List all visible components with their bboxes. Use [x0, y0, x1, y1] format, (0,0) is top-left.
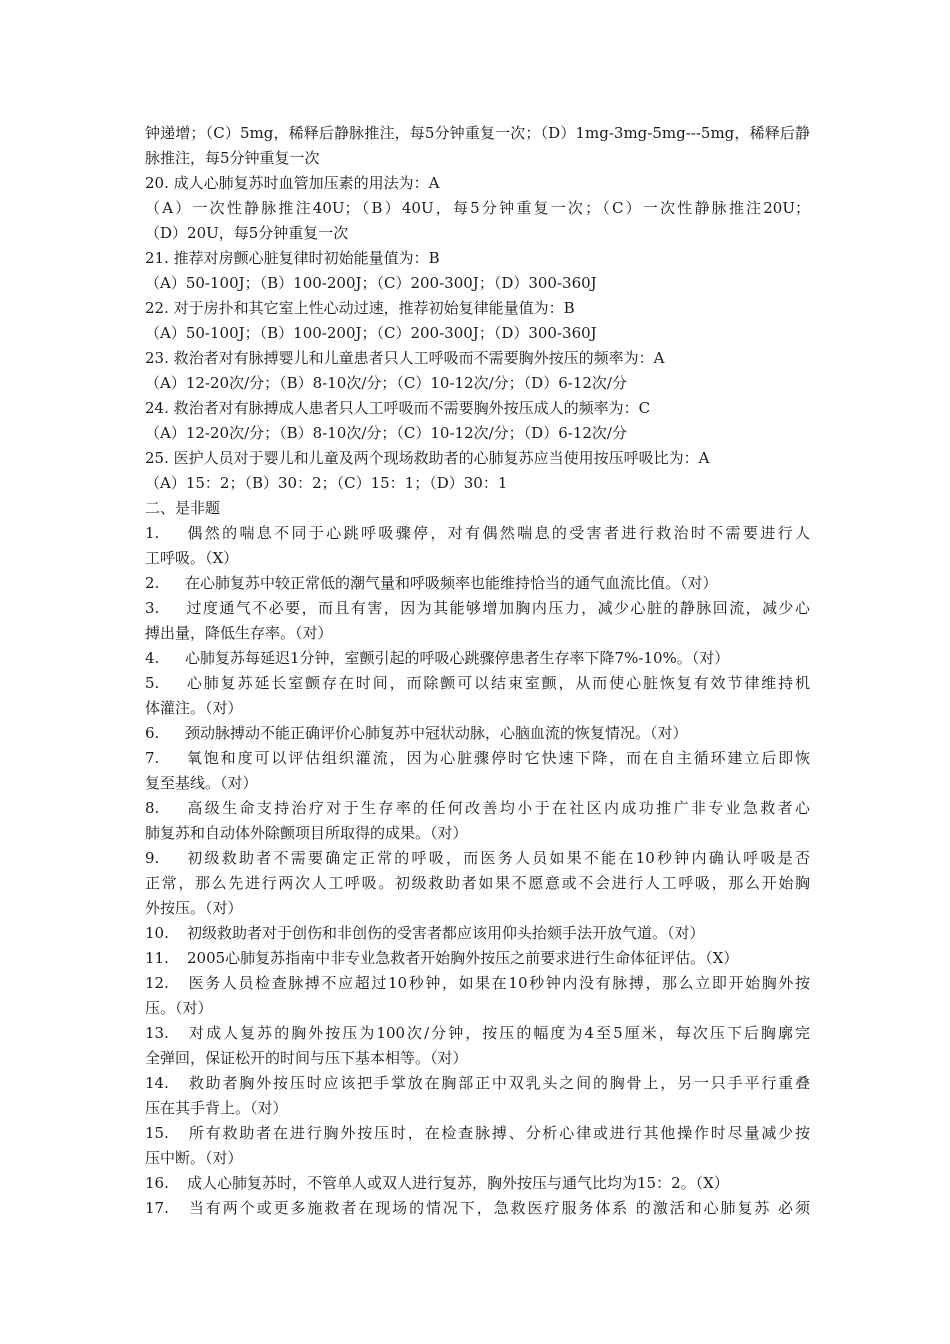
- text-line: [145, 496, 810, 521]
- text-line: [145, 321, 810, 346]
- line-text: 肺复苏和自动体外除颤项目所取得的成果。（对）: [145, 824, 468, 842]
- line-text: 初级救助者对于创伤和非创伤的受害者都应该用仰头抬颏手法开放气道。（对）: [187, 924, 705, 942]
- item-number: 1.: [145, 524, 160, 542]
- item-number: 15.: [145, 1124, 169, 1142]
- text-line: [145, 546, 810, 571]
- text-line: [145, 246, 810, 271]
- line-text: 氧饱和度可以评估组织灌流，因为心脏骤停时它快速下降，而在自主循环建立后即恢: [185, 749, 810, 767]
- line-text: 正常，那么先进行两次人工呼吸。初级救助者如果不愿意或不会进行人工呼吸，那么开始胸: [145, 874, 810, 892]
- text-line: [145, 821, 810, 846]
- text-line: [145, 296, 810, 321]
- text-line: [145, 421, 810, 446]
- text-line: [145, 696, 810, 721]
- line-text: 救助者胸外按压时应该把手掌放在胸部正中双乳头之间的胸骨上，另一只手平行重叠: [187, 1074, 810, 1092]
- text-line: [145, 796, 810, 821]
- text-line: [145, 221, 810, 246]
- line-text: 在心肺复苏中较正常低的潮气量和呼吸频率也能维持恰当的通气血流比值。（对）: [185, 574, 718, 592]
- text-line: [145, 1021, 810, 1046]
- item-number: 2.: [145, 574, 160, 592]
- line-text: 所有救助者在进行胸外按压时，在检查脉搏、分析心律或进行其他操作时尽量减少按: [187, 1124, 810, 1142]
- item-number: 14.: [145, 1074, 169, 1092]
- text-line: [145, 946, 810, 971]
- text-line: [145, 271, 810, 296]
- line-text: 颈动脉搏动不能正确评价心肺复苏中冠状动脉，心脑血流的恢复情况。（对）: [185, 724, 688, 742]
- item-number: 10.: [145, 924, 169, 942]
- text-line: [145, 596, 810, 621]
- text-line: [145, 1096, 810, 1121]
- text-line: [145, 846, 810, 871]
- text-line: [145, 371, 810, 396]
- line-text: 搏出量，降低生存率。（对）: [145, 624, 333, 642]
- text-line: [145, 971, 810, 996]
- text-line: [145, 1171, 810, 1196]
- text-line: [145, 171, 810, 196]
- text-line: [145, 521, 810, 546]
- line-text: 24. 救治者对有脉搏成人患者只人工呼吸而不需要胸外按压成人的频率为：C: [145, 399, 651, 417]
- line-text: 高级生命支持治疗对于生存率的任何改善均小于在社区内成功推广非专业急救者心: [185, 799, 810, 817]
- line-text: 对成人复苏的胸外按压为100次/分钟，按压的幅度为4至5厘米，每次压下后胸廓完: [187, 1024, 810, 1042]
- text-line: [145, 871, 810, 896]
- line-text: 压。（对）: [145, 999, 213, 1017]
- item-number: 13.: [145, 1024, 169, 1042]
- line-text: 25. 医护人员对于婴儿和儿童及两个现场救助者的心肺复苏应当使用按压呼吸比为：A: [145, 449, 710, 467]
- line-text: （D）20U，每5分钟重复一次: [145, 224, 349, 242]
- line-text: （A）一次性静脉推注40U；（B）40U，每5分钟重复一次；（C）一次性静脉推注20U；: [145, 199, 810, 217]
- text-line: [145, 621, 810, 646]
- line-text: （A）12-20次/分；（B）8-10次/分；（C）10-12次/分；（D）6-12次/分: [145, 374, 627, 392]
- item-number: 16.: [145, 1174, 169, 1192]
- text-line: [145, 1071, 810, 1096]
- line-text: 压中断。（对）: [145, 1149, 243, 1167]
- line-text: （A）12-20次/分；（B）8-10次/分；（C）10-12次/分；（D）6-12次/分: [145, 424, 627, 442]
- item-number: 3.: [145, 599, 160, 617]
- line-text: 脉推注，每5分钟重复一次: [145, 149, 320, 167]
- item-number: 12.: [145, 974, 169, 992]
- text-line: [145, 446, 810, 471]
- text-line: [145, 746, 810, 771]
- item-number: 6.: [145, 724, 160, 742]
- line-text: 过度通气不必要，而且有害，因为其能够增加胸内压力，减少心脏的静脉回流，减少心: [185, 599, 810, 617]
- item-number: 8.: [145, 799, 160, 817]
- text-line: [145, 721, 810, 746]
- item-number: 9.: [145, 849, 160, 867]
- text-line: [145, 471, 810, 496]
- text-line: [145, 1046, 810, 1071]
- item-number: 11.: [145, 949, 169, 967]
- line-text: 20. 成人心肺复苏时血管加压素的用法为：A: [145, 174, 440, 192]
- text-line: [145, 346, 810, 371]
- line-text: 医务人员检查脉搏不应超过10秒钟，如果在10秒钟内没有脉搏，那么立即开始胸外按: [187, 974, 810, 992]
- text-line: [145, 671, 810, 696]
- line-text: 初级救助者不需要确定正常的呼吸，而医务人员如果不能在10秒钟内确认呼吸是否: [185, 849, 810, 867]
- item-number: 17.: [145, 1199, 169, 1217]
- text-line: [145, 1196, 810, 1221]
- line-text: 复至基线。（对）: [145, 774, 258, 792]
- item-number: 4.: [145, 649, 160, 667]
- text-line: [145, 196, 810, 221]
- item-number: 7.: [145, 749, 160, 767]
- text-line: [145, 1121, 810, 1146]
- line-text: 22. 对于房扑和其它室上性心动过速，推荐初始复律能量值为：B: [145, 299, 575, 317]
- text-line: [145, 146, 810, 171]
- text-line: [145, 996, 810, 1021]
- line-text: 当有两个或更多施救者在现场的情况下，急救医疗服务体系 的激活和心肺复苏 必须: [187, 1199, 810, 1217]
- text-line: [145, 921, 810, 946]
- line-text: （A）15：2；（B）30：2；（C）15：1；（D）30：1: [145, 474, 508, 492]
- text-line: [145, 771, 810, 796]
- line-text: 钟递增；（C）5mg，稀释后静脉推注，每5分钟重复一次；（D）1mg-3mg-5mg---5mg，稀释后静: [145, 124, 810, 142]
- text-line: [145, 121, 810, 146]
- line-text: 二、是非题: [145, 499, 221, 517]
- line-text: 偶然的喘息不同于心跳呼吸骤停，对有偶然喘息的受害者进行救治时不需要进行人: [185, 524, 810, 542]
- line-text: （A）50-100J；（B）100-200J；（C）200-300J；（D）300-360J: [145, 274, 597, 292]
- line-text: 全弹回，保证松开的时间与压下基本相等。（对）: [145, 1049, 468, 1067]
- text-line: [145, 1146, 810, 1171]
- line-text: 心肺复苏每延迟1分钟，室颤引起的呼吸心跳骤停患者生存率下降7%-10%。（对）: [185, 649, 730, 667]
- text-line: [145, 396, 810, 421]
- line-text: 2005心肺复苏指南中非专业急救者开始胸外按压之前要求进行生命体征评估。（X）: [187, 949, 739, 967]
- line-text: 外按压。（对）: [145, 899, 243, 917]
- line-text: 成人心肺复苏时，不管单人或双人进行复苏，胸外按压与通气比均为15：2。（X）: [187, 1174, 729, 1192]
- item-number: 5.: [145, 674, 160, 692]
- line-text: 压在其手背上。（对）: [145, 1099, 288, 1117]
- text-line: [145, 646, 810, 671]
- line-text: 21. 推荐对房颤心脏复律时初始能量值为：B: [145, 249, 440, 267]
- line-text: 心肺复苏延长室颤存在时间，而除颤可以结束室颤，从而使心脏恢复有效节律维持机: [185, 674, 810, 692]
- text-line: [145, 896, 810, 921]
- line-text: 体灌注。（对）: [145, 699, 243, 717]
- text-line: [145, 571, 810, 596]
- document-body: [145, 121, 810, 1221]
- line-text: （A）50-100J；（B）100-200J；（C）200-300J；（D）300-360J: [145, 324, 597, 342]
- line-text: 23. 救治者对有脉搏婴儿和儿童患者只人工呼吸而不需要胸外按压的频率为：A: [145, 349, 665, 367]
- line-text: 工呼吸。（X）: [145, 549, 239, 567]
